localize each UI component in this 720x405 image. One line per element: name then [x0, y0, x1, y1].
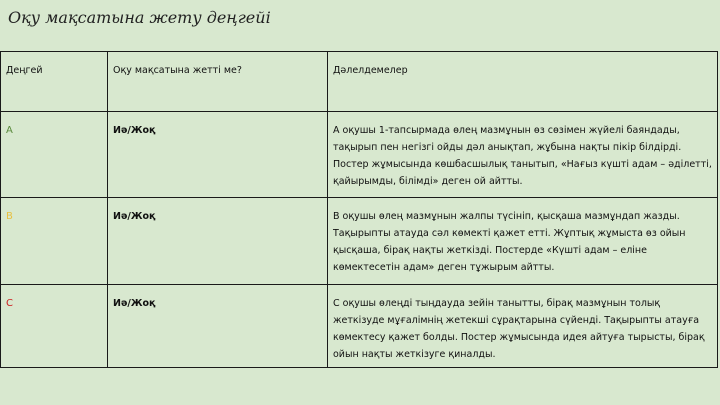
- answer-cell: Иә/Жоқ: [108, 112, 328, 198]
- answer-cell: Иә/Жоқ: [108, 285, 328, 368]
- level-cell: A: [1, 112, 108, 198]
- answer-cell: Иә/Жоқ: [108, 198, 328, 285]
- evidence-cell: С оқушы өлеңді тыңдауда зейін танытты, бірақ мазмұнын толық жеткізуде мұғалімнің жетекші сұрақтарына сүйенді. Тақырыпты атауға көмектесу қажет болды. Постер жұмысында идея айтуға тырысты, бірақ ойын нақты жеткізуге қиналды.: [328, 285, 718, 368]
- level-cell: B: [1, 198, 108, 285]
- level-cell: C: [1, 285, 108, 368]
- table-header-row: [1, 52, 718, 112]
- header-achieved: Оқу мақсатына жетті ме?: [108, 52, 328, 112]
- header-level: Деңгей: [1, 52, 108, 112]
- evidence-cell: В оқушы өлең мазмұнын жалпы түсініп, қысқаша мазмұндап жазды. Тақырыпты атауда сәл көмекті қажет етті. Жұптық жұмыста өз ойын қысқаша, бірақ нақты жеткізді. Постерде «Күшті адам – еліне көмектесетін адам» деген тұжырым айтты.: [328, 198, 718, 285]
- header-evidence: Дәлелдемелер: [328, 52, 718, 112]
- assessment-table: [0, 51, 718, 368]
- page-title: Оқу мақсатына жету деңгейі: [8, 8, 271, 27]
- table-row: [1, 198, 718, 285]
- table-row: [1, 285, 718, 368]
- evidence-cell: А оқушы 1-тапсырмада өлең мазмұнын өз сөзімен жүйелі баяндады, тақырып пен негізгі ойды дәл анықтап, жұбына нақты пікір білдірді. Постер жұмысында көшбасшылық танытып, «Нағыз күшті адам – әділетті, қайырымды, білімді» деген ой айтты.: [328, 112, 718, 198]
- table-row: [1, 112, 718, 198]
